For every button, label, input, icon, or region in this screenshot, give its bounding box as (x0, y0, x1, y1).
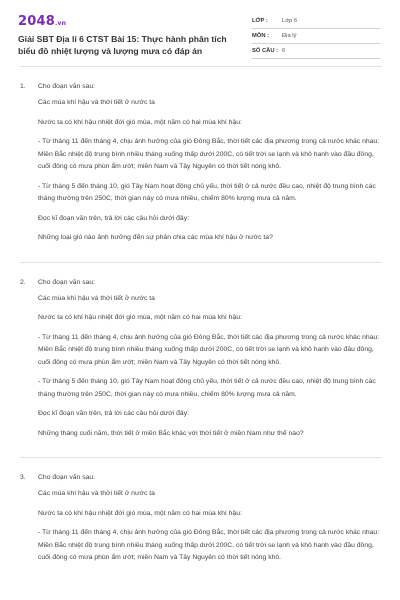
paragraph: Các mùa khí hậu và thời tiết ở nước ta (38, 99, 155, 106)
question-prompt: Cho đoạn văn sau: (38, 474, 96, 481)
question-body (20, 91, 382, 245)
paragraph: - Từ tháng 11 đến tháng 4, chịu ảnh hưởng của gió Đông Bắc, thời tiết các địa phương trong cả nước khác nhau: Miền Bắc nhiệt độ trung bình nhiều tháng xuống thấp dưới 200C, có tiết trời se lạnh và khô hanh vào đầu đông, cuối đông có mưa phùn ẩm ướt; miền Nam và Tây Nguyên có thời tiết nóng khô. (38, 529, 380, 561)
paragraph: Đọc kĩ đoạn văn trên, trả lời các câu hỏi dưới đây: (38, 214, 189, 222)
question-item (20, 67, 382, 245)
paragraph: Nước ta có khí hậu nhiệt đới gió mùa, một năm có hai mùa khí hậu: (38, 314, 242, 321)
paragraph: - Từ tháng 11 đến tháng 4, chịu ảnh hưởng của gió Đông Bắc, thời tiết các địa phương trong cả nước khác nhau: Miền Bắc nhiệt độ trung bình nhiều tháng xuống thấp dưới 200C, có tiết trời se lạnh và khô hanh vào đầu đông, cuối đông có mưa phùn ẩm ướt; miền Nam và Tây Nguyên có thời tiết nóng khô. (38, 138, 380, 170)
meta-value: Lớp 6 (282, 18, 298, 24)
paragraph: Đọc kĩ đoạn văn trên, trả lời các câu hỏi dưới đây: (38, 410, 189, 417)
question-text: Những loại gió nào ảnh hưởng đến sự phân chia các mùa khí hậu ở nước ta? (38, 234, 273, 241)
question-header (20, 473, 382, 482)
meta-label: MÔN : (252, 33, 270, 39)
question-prompt: Cho đoạn văn sau: (38, 278, 96, 286)
paragraph: Các mùa khí hậu và thời tiết ở nước ta (38, 294, 155, 302)
paragraph: Nước ta có khí hậu nhiệt đới gió mùa, một năm có hai mùa khí hậu: (38, 509, 242, 517)
document-meta-table (252, 14, 380, 59)
question-body (20, 482, 382, 572)
question-header (20, 278, 382, 287)
question-text: Những tháng cuối năm, thời tiết ở miền Bắc khác với thời tiết ở miền Nam như thế nào? (38, 429, 304, 437)
paragraph: - Từ tháng 5 đến tháng 10, gió Tây Nam hoạt động chủ yếu, thời tiết ở cả nước đều cao, nhiệt độ trung bình các tháng thường trên 250C, thời gian này có mưa nhiều, chiếm 80% lượng mưa cả năm. (38, 182, 376, 202)
meta-value: 6 (282, 48, 286, 54)
meta-label: LỚP : (252, 18, 268, 24)
meta-row-question-count (252, 44, 380, 59)
paragraph: Các mùa khí hậu và thời tiết ở nước ta (38, 490, 155, 497)
meta-label: SỐ CÂU : (252, 48, 279, 54)
question-item (20, 263, 382, 441)
question-list (0, 66, 400, 572)
logo-main-text: 2048 (18, 14, 55, 29)
question-header (20, 82, 382, 91)
question-number: 1. (20, 83, 26, 90)
paragraph: Nước ta có khí hậu nhiệt đới gió mùa, một năm có hai mùa khí hậu: (38, 118, 242, 126)
meta-row-subject (252, 29, 380, 44)
question-body (20, 287, 382, 441)
paragraph: - Từ tháng 11 đến tháng 4, chịu ảnh hưởng của gió Đông Bắc, thời tiết các địa phương trong cả nước khác nhau: Miền Bắc nhiệt độ trung bình nhiều tháng xuống thấp dưới 200C, có tiết trời se lạnh và khô hanh vào đầu đông, cuối đông có mưa phùn ẩm ướt; miền Nam và Tây Nguyên có thời tiết nóng khô. (38, 333, 380, 366)
question-item (20, 458, 382, 572)
meta-value: Địa lý (282, 33, 297, 39)
logo-suffix-text: .vn (54, 20, 67, 27)
question-number: 3. (20, 474, 26, 481)
question-number: 2. (20, 278, 26, 286)
question-prompt: Cho đoạn văn sau: (38, 83, 96, 90)
document-title: Giải SBT Địa lí 6 CTST Bài 15: Thực hành phân tích biểu đồ nhiệt lượng và lượng mưa có đáp án (18, 34, 227, 56)
meta-row-grade (252, 14, 380, 29)
paragraph: - Từ tháng 5 đến tháng 10, gió Tây Nam hoạt động chủ yếu, thời tiết ở cả nước đều cao, nhiệt độ trung bình các tháng thường trên 250C, thời gian này có mưa nhiều, chiếm 80% lượng mưa cả năm. (38, 378, 376, 398)
